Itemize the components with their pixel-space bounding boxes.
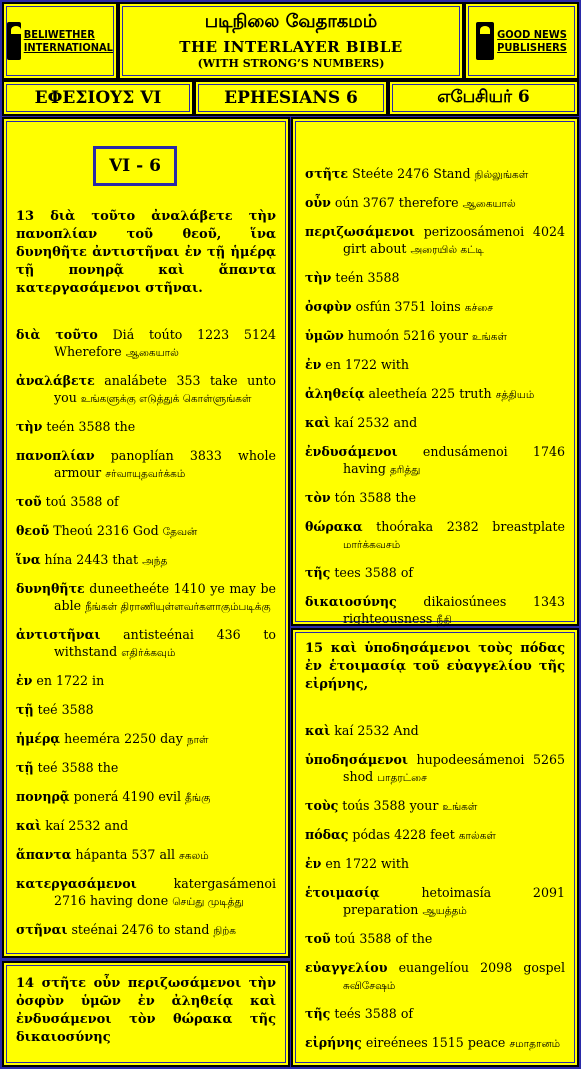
greek-word: τῇ xyxy=(16,702,34,717)
tamil-gloss: தரித்து xyxy=(389,464,421,476)
transliteration-strongs-gloss: teé 3588 the xyxy=(37,760,119,775)
right-column-top-box xyxy=(291,117,579,626)
word-entry xyxy=(305,414,565,433)
tamil-gloss: தீங்கு xyxy=(185,792,211,804)
greek-word: ἀντιστῆναι xyxy=(16,627,101,642)
tamil-gloss: கால்கள் xyxy=(458,830,496,842)
greek-word: ἐν xyxy=(16,673,33,688)
tamil-gloss: பாதரட்சை xyxy=(377,772,427,784)
tamil-gloss: நீதி xyxy=(436,614,452,626)
transliteration-strongs-gloss: toú 3588 of xyxy=(45,494,119,509)
tamil-gloss: செய்து முடித்து xyxy=(172,896,244,908)
tamil-gloss: எதிர்க்கவும் xyxy=(121,647,176,659)
transliteration-strongs-gloss: kaí 2532 and xyxy=(334,415,418,430)
tamil-gloss: உங்களுக்கு எடுத்துக் கொள்ளுங்கள் xyxy=(80,393,252,405)
word-entry xyxy=(305,489,565,508)
greek-word: περιζωσάμενοι xyxy=(305,224,415,239)
transliteration-strongs-gloss: katergasámenoi 2716 having done xyxy=(54,876,276,908)
right-logo-line1: GOOD NEWS xyxy=(497,28,567,41)
greek-word: οὖν xyxy=(305,195,331,210)
greek-word: δυνηθῆτε xyxy=(16,581,85,596)
word-entry xyxy=(16,626,276,662)
word-entry xyxy=(16,846,276,865)
word-entry xyxy=(16,551,276,570)
transliteration-strongs-gloss: Diá toúto 1223 5124 Wherefore xyxy=(54,327,276,359)
word-entry xyxy=(16,372,276,408)
bellwether-emblem-icon xyxy=(7,22,21,60)
right-logo-line2: PUBLISHERS xyxy=(497,41,567,54)
transliteration-strongs-gloss: hápanta 537 all xyxy=(75,847,176,862)
greek-word: καὶ xyxy=(16,818,42,833)
tamil-gloss: சத்தியம் xyxy=(495,389,535,401)
tamil-gloss: தேவன் xyxy=(162,526,198,538)
tamil-gloss: ஆயத்தம் xyxy=(422,905,467,917)
word-entry xyxy=(16,788,276,807)
greek-word: τῆς xyxy=(305,1006,331,1021)
word-entry xyxy=(305,443,565,479)
greek-word: θεοῦ xyxy=(16,523,50,538)
goodnews-logo xyxy=(468,6,575,76)
word-entry xyxy=(16,730,276,749)
greek-word: καὶ xyxy=(305,415,331,430)
tamil-gloss: கச்சை xyxy=(464,302,494,314)
word-entry xyxy=(305,722,565,741)
transliteration-strongs-gloss: Steéte 2476 Stand xyxy=(352,166,471,181)
word-entry xyxy=(16,418,276,437)
tamil-gloss: உங்கள் xyxy=(442,801,478,813)
transliteration-strongs-gloss: steénai 2476 to stand xyxy=(71,922,210,937)
left-column-box xyxy=(2,117,290,958)
tamil-gloss: அந்த xyxy=(142,555,168,567)
transliteration-strongs-gloss: duneetheéte 1410 ye may be able xyxy=(54,581,276,613)
greek-word: εἰρήνης xyxy=(305,1035,362,1050)
transliteration-strongs-gloss: aleetheía 225 truth xyxy=(368,386,492,401)
greek-word: τοὺς xyxy=(305,798,339,813)
greek-word: στῆναι xyxy=(16,922,68,937)
word-entry xyxy=(305,797,565,816)
transliteration-strongs-gloss: tón 3588 the xyxy=(334,490,417,505)
word-entry xyxy=(305,223,565,259)
verse-14: 14 στῆτε οὖν περιζωσάμενοι τὴν ὀσφὺν ὑμῶν ἐν ἀληθείᾳ καὶ ἐνδυσάμενοι τὸν θώρακα τῆς δικαιοσύνης xyxy=(16,976,276,1045)
word-entry xyxy=(305,959,565,995)
tamil-gloss: நீங்கள் திராணியுள்ளவர்களாகும்படிக்கு xyxy=(85,601,271,613)
greek-word: διὰ τοῦτο xyxy=(16,327,98,342)
word-entry xyxy=(16,759,276,778)
tamil-gloss: நில்லுங்கள் xyxy=(474,169,529,181)
left-logo-box xyxy=(2,2,118,80)
word-entry xyxy=(16,447,276,483)
tamil-gloss: மார்க்கவசம் xyxy=(343,539,401,551)
tamil-gloss: சுவிசேஷம் xyxy=(343,980,396,992)
tamil-gloss: நிற்க xyxy=(213,925,237,937)
transliteration-strongs-gloss: kaí 2532 and xyxy=(45,818,129,833)
tamil-gloss: ஆகையால் xyxy=(462,198,516,210)
greek-word: ἐνδυσάμενοι xyxy=(305,444,398,459)
book-tamil-box xyxy=(388,80,579,116)
word-entry xyxy=(305,327,565,346)
verse14-box xyxy=(2,961,290,1067)
tamil-gloss: சகலம் xyxy=(179,850,209,862)
tamil-gloss: சமாதானம் xyxy=(509,1038,561,1050)
transliteration-strongs-gloss: teé 3588 xyxy=(37,702,94,717)
book-english-box xyxy=(194,80,388,116)
word-entry xyxy=(305,1005,565,1024)
book-greek: ΕΦΕΣΙΟΥΣ VI xyxy=(6,84,190,112)
greek-word: ἀναλάβετε xyxy=(16,373,95,388)
greek-word: τὴν xyxy=(16,419,43,434)
word-entry xyxy=(305,298,565,317)
word-entry xyxy=(16,875,276,911)
greek-word: τοῦ xyxy=(16,494,42,509)
word-entry xyxy=(305,751,565,787)
title-english: THE INTERLAYER BIBLE xyxy=(179,38,403,56)
transliteration-strongs-gloss: heeméra 2250 day xyxy=(64,731,183,746)
transliteration-strongs-gloss: en 1722 in xyxy=(36,673,105,688)
chapter-label: VI - 6 xyxy=(93,146,177,186)
word-entry xyxy=(305,930,565,949)
word-entry xyxy=(305,165,565,184)
word-entry xyxy=(16,522,276,541)
book-tamil: எபேசியர் 6 xyxy=(392,84,575,112)
transliteration-strongs-gloss: kaí 2532 And xyxy=(334,723,419,738)
greek-word: τῆς xyxy=(305,565,331,580)
verse-15: 15 καὶ ὑποδησάμενοι τοὺς πόδας ἐν ἑτοιμασίᾳ τοῦ εὐαγγελίου τῆς εἰρήνης, xyxy=(305,641,565,692)
transliteration-strongs-gloss: hetoimasía 2091 preparation xyxy=(343,885,565,917)
word-entry xyxy=(16,672,276,691)
transliteration-strongs-gloss: panoplían 3833 whole armour xyxy=(54,448,276,480)
word-entry xyxy=(305,1034,565,1053)
greek-word: στῆτε xyxy=(305,166,349,181)
greek-word: ἅπαντα xyxy=(16,847,72,862)
word-entry xyxy=(305,518,565,554)
tamil-gloss: அரையில் கட்டி xyxy=(410,244,484,256)
transliteration-strongs-gloss: thoóraka 2382 breastplate xyxy=(376,519,565,534)
right-logo-box xyxy=(464,2,579,80)
word-entry xyxy=(305,826,565,845)
greek-word: ἡμέρᾳ xyxy=(16,731,61,746)
bellwether-logo xyxy=(6,6,114,76)
transliteration-strongs-gloss: teén 3588 the xyxy=(46,419,136,434)
greek-word: ἀληθείᾳ xyxy=(305,386,365,401)
transliteration-strongs-gloss: dikaiosúnees 1343 righteousness xyxy=(343,594,565,626)
greek-word: τῇ xyxy=(16,760,34,775)
right-column-bottom-box xyxy=(291,628,579,1067)
word-entry xyxy=(16,701,276,720)
transliteration-strongs-gloss: analábete 353 take unto you xyxy=(54,373,276,405)
greek-word: πανοπλίαν xyxy=(16,448,95,463)
transliteration-strongs-gloss: tees 3588 of xyxy=(334,565,414,580)
word-entry xyxy=(305,593,565,629)
book-english: EPHESIANS 6 xyxy=(198,84,384,112)
verse-13: 13 διὰ τοῦτο ἀναλάβετε τὴν πανοπλίαν τοῦ θεοῦ, ἵνα δυνηθῆτε ἀντιστῆναι ἐν τῇ ἡμέρᾳ τῇ πονηρᾷ καὶ ἅπαντα κατεργασάμενοι στῆναι. xyxy=(16,209,276,296)
left-logo-line2: INTERNATIONAL xyxy=(23,41,113,54)
goodnews-emblem-icon xyxy=(476,22,494,60)
transliteration-strongs-gloss: ponerá 4190 evil xyxy=(73,789,182,804)
greek-word: ὑποδησάμενοι xyxy=(305,752,408,767)
tamil-gloss: ஆகையால் xyxy=(125,347,179,359)
greek-word: ἑτοιμασίᾳ xyxy=(305,885,380,900)
tamil-gloss: நாள் xyxy=(186,734,209,746)
transliteration-strongs-gloss: perizoosámenoi 4024 girt about xyxy=(343,224,565,256)
transliteration-strongs-gloss: hína 2443 that xyxy=(44,552,139,567)
word-entry xyxy=(305,564,565,583)
word-entry xyxy=(16,326,276,362)
title-subtitle: (WITH STRONG’S NUMBERS) xyxy=(197,57,385,70)
greek-word: τὸν xyxy=(305,490,331,505)
greek-word: δικαιοσύνης xyxy=(305,594,397,609)
transliteration-strongs-gloss: teén 3588 xyxy=(335,270,400,285)
transliteration-strongs-gloss: osfún 3751 loins xyxy=(355,299,461,314)
transliteration-strongs-gloss: teés 3588 of xyxy=(334,1006,414,1021)
transliteration-strongs-gloss: oún 3767 therefore xyxy=(334,195,459,210)
word-entry xyxy=(16,817,276,836)
transliteration-strongs-gloss: toús 3588 your xyxy=(342,798,439,813)
word-entry xyxy=(16,580,276,616)
word-entry xyxy=(305,269,565,288)
greek-word: πόδας xyxy=(305,827,349,842)
word-entry xyxy=(305,356,565,375)
word-entry xyxy=(16,921,276,940)
transliteration-strongs-gloss: euangelíou 2098 gospel xyxy=(398,960,565,975)
book-greek-box xyxy=(2,80,194,116)
tamil-gloss: சர்வாயுதவர்க்கம் xyxy=(105,468,186,480)
word-entry xyxy=(305,385,565,404)
title-box xyxy=(118,2,464,80)
transliteration-strongs-gloss: hupodeesámenoi 5265 shod xyxy=(343,752,565,784)
left-column xyxy=(6,208,286,950)
word-entry xyxy=(305,884,565,920)
greek-word: τοῦ xyxy=(305,931,331,946)
transliteration-strongs-gloss: Theoú 2316 God xyxy=(53,523,159,538)
transliteration-strongs-gloss: toú 3588 of the xyxy=(334,931,433,946)
greek-word: καὶ xyxy=(305,723,331,738)
word-entry xyxy=(16,493,276,512)
transliteration-strongs-gloss: endusámenoi 1746 having xyxy=(343,444,565,476)
greek-word: ἵνα xyxy=(16,552,41,567)
greek-word: ὑμῶν xyxy=(305,328,344,343)
greek-word: κατεργασάμενοι xyxy=(16,876,137,891)
transliteration-strongs-gloss: en 1722 with xyxy=(325,357,410,372)
left-logo-line1: BELlWETHER xyxy=(23,28,95,41)
transliteration-strongs-gloss: humoón 5216 your xyxy=(347,328,469,343)
transliteration-strongs-gloss: antisteénai 436 to withstand xyxy=(54,627,276,659)
greek-word: θώρακα xyxy=(305,519,363,534)
greek-word: ἐν xyxy=(305,357,322,372)
word-entry xyxy=(305,194,565,213)
greek-word: πονηρᾷ xyxy=(16,789,70,804)
word-entry xyxy=(305,855,565,874)
greek-word: ἐν xyxy=(305,856,322,871)
greek-word: εὐαγγελίου xyxy=(305,960,388,975)
transliteration-strongs-gloss: en 1722 with xyxy=(325,856,410,871)
tamil-gloss: உங்கள் xyxy=(472,331,507,343)
title-tamil: படிநிலை வேதாகமம் xyxy=(204,11,378,32)
greek-word: τὴν xyxy=(305,270,332,285)
greek-word: ὀσφὺν xyxy=(305,299,352,314)
transliteration-strongs-gloss: eireénees 1515 peace xyxy=(365,1035,506,1050)
transliteration-strongs-gloss: pódas 4228 feet xyxy=(352,827,455,842)
